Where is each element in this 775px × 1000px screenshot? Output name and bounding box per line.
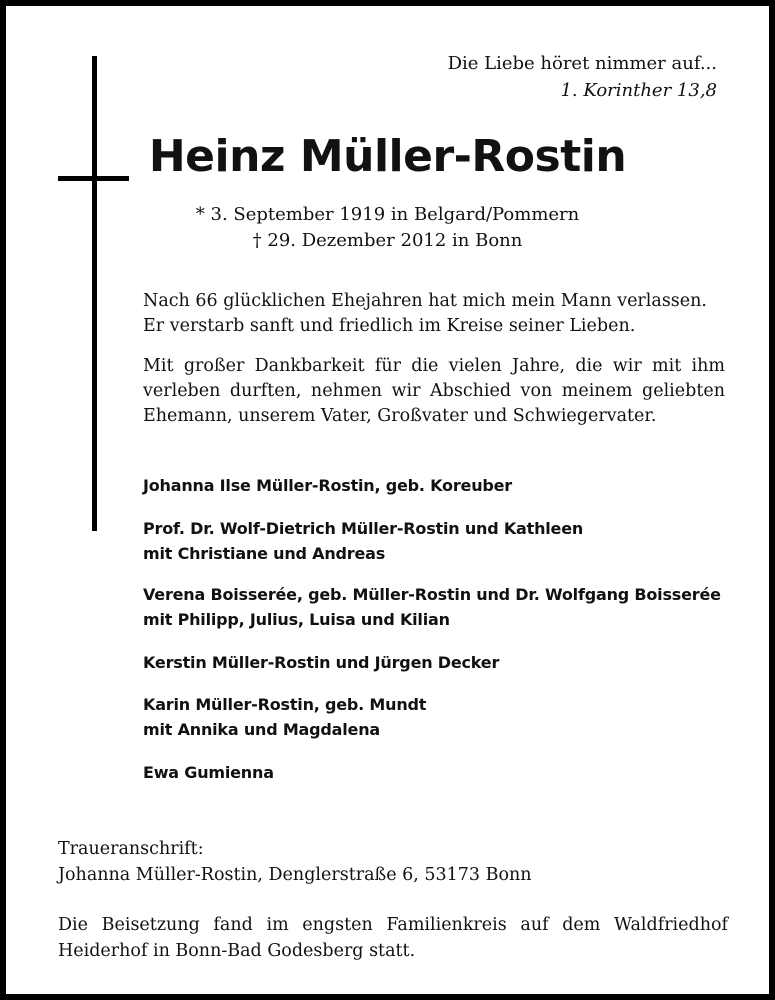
family-line: Prof. Dr. Wolf-Dietrich Müller-Rostin und Kathleen — [143, 519, 584, 538]
birth-date: * 3. September 1919 in Belgard/Pommern — [195, 204, 580, 225]
family-entry — [143, 692, 743, 742]
motto — [448, 50, 717, 104]
family-line: Verena Boisserée, geb. Müller-Rostin und Dr. Wolfgang Boisserée — [143, 585, 721, 604]
cross-icon — [92, 56, 97, 531]
family-line: Karin Müller-Rostin, geb. Mundt — [143, 695, 427, 714]
family-entry — [143, 650, 743, 675]
family-entry — [143, 582, 743, 632]
burial-notice: Die Beisetzung fand im engsten Familienkreis auf dem Waldfriedhof Heiderhof in Bonn-Bad Godesberg statt. — [58, 915, 728, 961]
life-dates — [6, 202, 769, 254]
death-date: † 29. Dezember 2012 in Bonn — [252, 230, 523, 251]
family-entry — [143, 760, 743, 785]
paragraph-line: Er verstarb sanft und friedlich im Kreise seiner Lieben. — [143, 316, 636, 336]
address-label: Traueranschrift: — [58, 839, 204, 859]
paragraph-gratitude: Mit großer Dankbarkeit für die vielen Jahre, die wir mit ihm verleben durften, nehmen wir Abschied von meinem geliebten Ehemann, unserem Vater, Großvater und Schwiegervater. — [143, 356, 725, 426]
family-line: mit Philipp, Julius, Luisa und Kilian — [143, 610, 450, 629]
address-value: Johanna Müller-Rostin, Denglerstraße 6, 53173 Bonn — [58, 865, 532, 885]
family-entry — [143, 516, 743, 566]
paragraph-farewell — [143, 289, 725, 339]
family-entry — [143, 473, 743, 498]
motto-reference: 1. Korinther 13,8 — [560, 80, 717, 101]
family-line: mit Christiane und Andreas — [143, 544, 386, 563]
paragraph-line: Nach 66 glücklichen Ehejahren hat mich mein Mann verlassen. — [143, 291, 707, 311]
family-line: Kerstin Müller-Rostin und Jürgen Decker — [143, 653, 500, 672]
family-line: Ewa Gumienna — [143, 763, 274, 782]
mourning-address — [58, 836, 532, 888]
deceased-name: Heinz Müller-Rostin — [148, 131, 627, 182]
family-line: mit Annika und Magdalena — [143, 720, 380, 739]
family-line: Johanna Ilse Müller-Rostin, geb. Koreuber — [143, 476, 512, 495]
motto-quote: Die Liebe höret nimmer auf... — [447, 53, 717, 74]
